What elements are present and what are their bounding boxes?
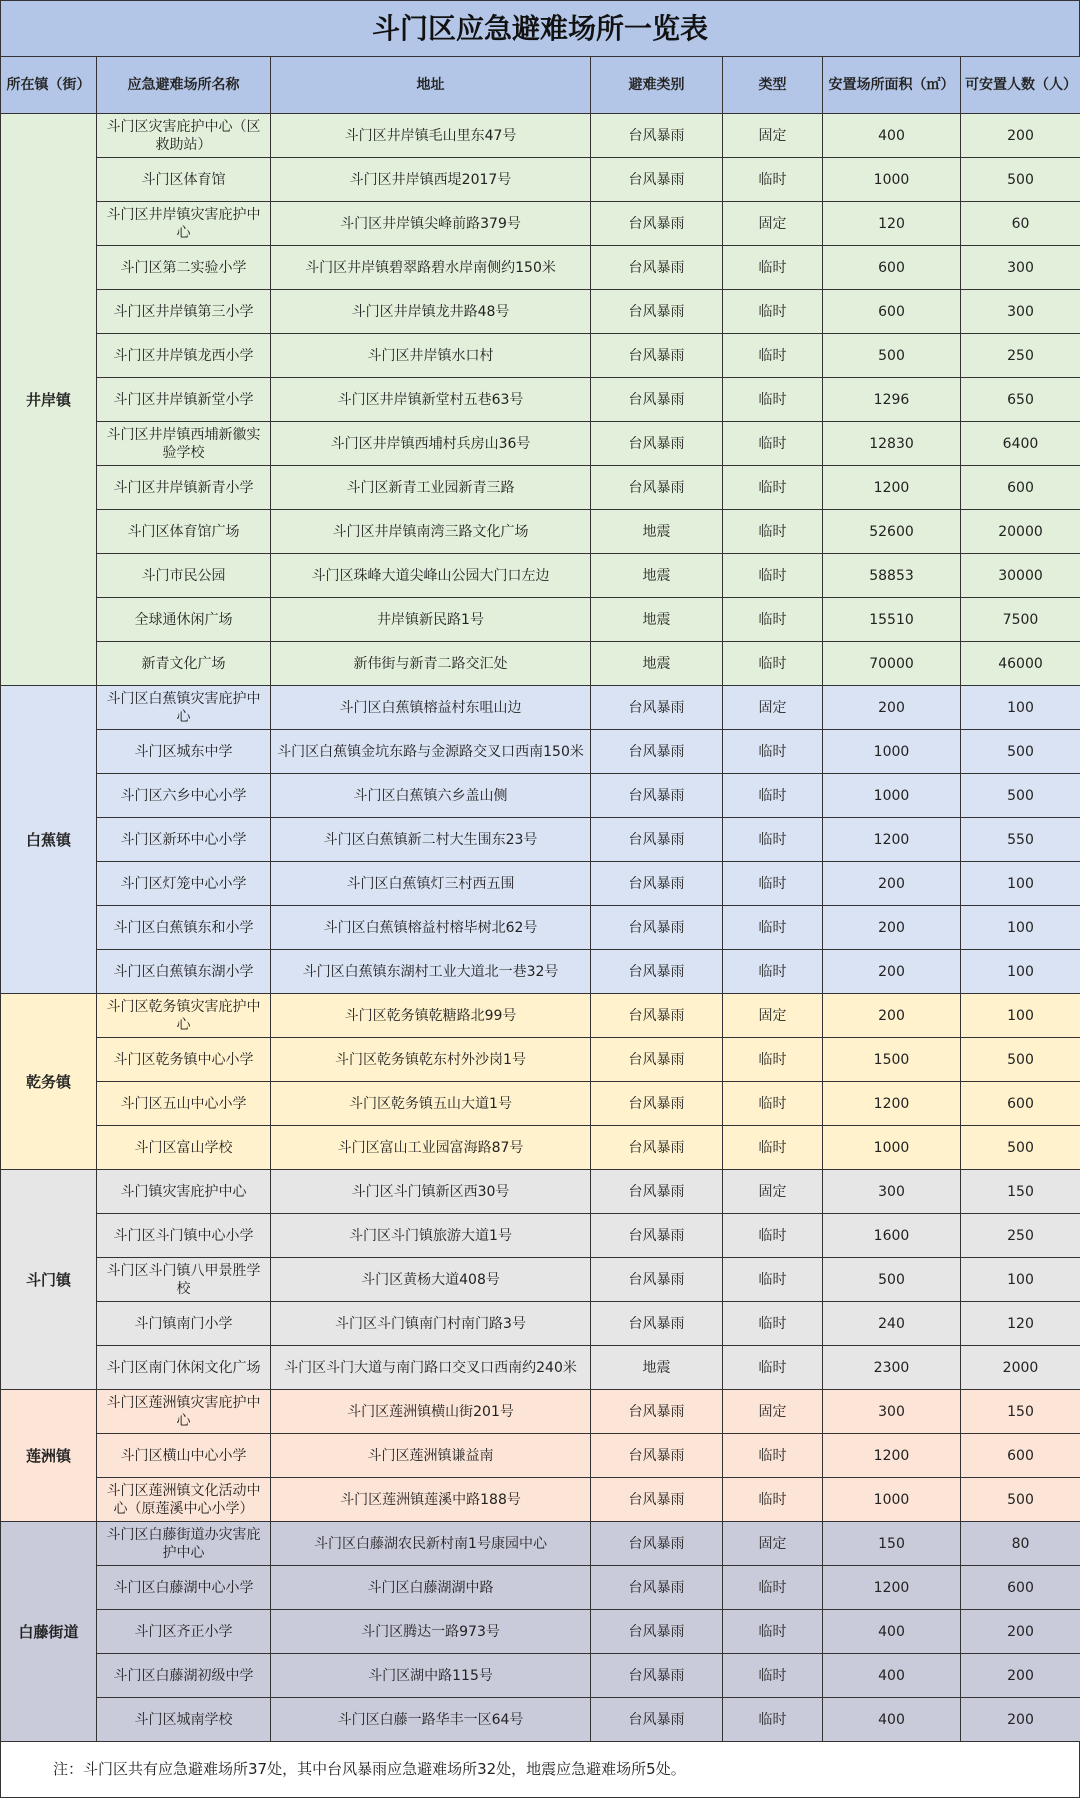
capacity-cell: 500 [961, 730, 1080, 774]
area-cell: 15510 [823, 598, 961, 642]
table-row [1, 202, 1080, 246]
address-cell: 斗门区莲洲镇横山街201号 [271, 1390, 591, 1434]
capacity-cell: 100 [961, 862, 1080, 906]
area-cell: 500 [823, 1258, 961, 1302]
type-cell: 固定 [723, 1522, 823, 1566]
type-cell: 临时 [723, 510, 823, 554]
table-row [1, 1082, 1080, 1126]
capacity-cell: 150 [961, 1170, 1080, 1214]
address-cell: 斗门区白蕉镇灯三村西五围 [271, 862, 591, 906]
area-cell: 1000 [823, 730, 961, 774]
capacity-cell: 200 [961, 1698, 1080, 1742]
table-row [1, 686, 1080, 730]
capacity-cell: 80 [961, 1522, 1080, 1566]
name-cell: 斗门镇灾害庇护中心 [97, 1170, 271, 1214]
name-cell: 斗门区第二实验小学 [97, 246, 271, 290]
header-town: 所在镇（街） [1, 57, 97, 114]
name-cell: 斗门区灾害庇护中心（区救助站） [97, 114, 271, 158]
name-cell: 新青文化广场 [97, 642, 271, 686]
address-cell: 斗门区腾达一路973号 [271, 1610, 591, 1654]
name-cell: 斗门区体育馆广场 [97, 510, 271, 554]
category-cell: 地震 [591, 642, 723, 686]
page-title: 斗门区应急避难场所一览表 [0, 0, 1080, 56]
footnote: 注：斗门区共有应急避难场所37处，其中台风暴雨应急避难场所32处，地震应急避难场所5处。 [0, 1742, 1080, 1798]
area-cell: 1200 [823, 1082, 961, 1126]
address-cell: 斗门区莲洲镇莲溪中路188号 [271, 1478, 591, 1522]
category-cell: 台风暴雨 [591, 730, 723, 774]
area-cell: 1500 [823, 1038, 961, 1082]
name-cell: 斗门区莲洲镇灾害庇护中心 [97, 1390, 271, 1434]
category-cell: 台风暴雨 [591, 1082, 723, 1126]
table-row [1, 818, 1080, 862]
table-row [1, 1522, 1080, 1566]
category-cell: 台风暴雨 [591, 1038, 723, 1082]
capacity-cell: 650 [961, 378, 1080, 422]
table-row [1, 642, 1080, 686]
category-cell: 台风暴雨 [591, 1170, 723, 1214]
type-cell: 临时 [723, 774, 823, 818]
table-row [1, 158, 1080, 202]
area-cell: 1200 [823, 1566, 961, 1610]
address-cell: 斗门区白蕉镇新二村大生围东23号 [271, 818, 591, 862]
address-cell: 斗门区白蕉镇金坑东路与金源路交叉口西南150米 [271, 730, 591, 774]
name-cell: 斗门区体育馆 [97, 158, 271, 202]
address-cell: 斗门区乾务镇五山大道1号 [271, 1082, 591, 1126]
name-cell: 斗门区富山学校 [97, 1126, 271, 1170]
category-cell: 台风暴雨 [591, 422, 723, 466]
capacity-cell: 300 [961, 246, 1080, 290]
table-row [1, 554, 1080, 598]
type-cell: 固定 [723, 202, 823, 246]
table-row [1, 114, 1080, 158]
category-cell: 台风暴雨 [591, 950, 723, 994]
name-cell: 斗门区城南学校 [97, 1698, 271, 1742]
table-row [1, 598, 1080, 642]
table-row [1, 994, 1080, 1038]
type-cell: 临时 [723, 1698, 823, 1742]
capacity-cell: 600 [961, 1082, 1080, 1126]
table-row [1, 1214, 1080, 1258]
table-row [1, 1610, 1080, 1654]
category-cell: 台风暴雨 [591, 202, 723, 246]
address-cell: 斗门区白藤湖农民新村南1号康园中心 [271, 1522, 591, 1566]
capacity-cell: 500 [961, 1478, 1080, 1522]
name-cell: 斗门区六乡中心小学 [97, 774, 271, 818]
name-cell: 斗门区灯笼中心小学 [97, 862, 271, 906]
name-cell: 斗门区白藤湖初级中学 [97, 1654, 271, 1698]
area-cell: 400 [823, 1610, 961, 1654]
capacity-cell: 200 [961, 1610, 1080, 1654]
table-row [1, 1170, 1080, 1214]
capacity-cell: 100 [961, 950, 1080, 994]
header-address: 地址 [271, 57, 591, 114]
area-cell: 2300 [823, 1346, 961, 1390]
table-row [1, 1434, 1080, 1478]
address-cell: 斗门区井岸镇尖峰前路379号 [271, 202, 591, 246]
name-cell: 斗门区井岸镇西埔新徽实验学校 [97, 422, 271, 466]
area-cell: 150 [823, 1522, 961, 1566]
table-row [1, 1566, 1080, 1610]
type-cell: 临时 [723, 1610, 823, 1654]
header-capacity: 可安置人数（人） [961, 57, 1080, 114]
capacity-cell: 20000 [961, 510, 1080, 554]
type-cell: 临时 [723, 246, 823, 290]
capacity-cell: 500 [961, 158, 1080, 202]
area-cell: 1200 [823, 466, 961, 510]
type-cell: 固定 [723, 1170, 823, 1214]
table-row [1, 950, 1080, 994]
address-cell: 斗门区乾务镇乾东村外沙岗1号 [271, 1038, 591, 1082]
area-cell: 240 [823, 1302, 961, 1346]
area-cell: 1200 [823, 818, 961, 862]
address-cell: 斗门区井岸镇毛山里东47号 [271, 114, 591, 158]
type-cell: 临时 [723, 158, 823, 202]
table-row [1, 246, 1080, 290]
capacity-cell: 200 [961, 114, 1080, 158]
address-cell: 斗门区白藤一路华丰一区64号 [271, 1698, 591, 1742]
address-cell: 斗门区珠峰大道尖峰山公园大门口左边 [271, 554, 591, 598]
category-cell: 台风暴雨 [591, 334, 723, 378]
area-cell: 400 [823, 1654, 961, 1698]
type-cell: 临时 [723, 818, 823, 862]
capacity-cell: 500 [961, 1038, 1080, 1082]
category-cell: 台风暴雨 [591, 378, 723, 422]
header-category: 避难类别 [591, 57, 723, 114]
address-cell: 斗门区白藤湖湖中路 [271, 1566, 591, 1610]
table-row [1, 1654, 1080, 1698]
address-cell: 斗门区井岸镇碧翠路碧水岸南侧约150米 [271, 246, 591, 290]
capacity-cell: 100 [961, 686, 1080, 730]
category-cell: 台风暴雨 [591, 158, 723, 202]
address-cell: 斗门区井岸镇西埔村兵房山36号 [271, 422, 591, 466]
area-cell: 600 [823, 290, 961, 334]
capacity-cell: 150 [961, 1390, 1080, 1434]
table-row [1, 334, 1080, 378]
table-row [1, 1258, 1080, 1302]
capacity-cell: 300 [961, 290, 1080, 334]
address-cell: 斗门区斗门镇南门村南门路3号 [271, 1302, 591, 1346]
address-cell: 斗门区斗门镇旅游大道1号 [271, 1214, 591, 1258]
table-row [1, 774, 1080, 818]
category-cell: 台风暴雨 [591, 1654, 723, 1698]
type-cell: 固定 [723, 686, 823, 730]
name-cell: 斗门区齐正小学 [97, 1610, 271, 1654]
header-row [1, 57, 1080, 114]
type-cell: 临时 [723, 466, 823, 510]
type-cell: 临时 [723, 906, 823, 950]
address-cell: 斗门区井岸镇南湾三路文化广场 [271, 510, 591, 554]
area-cell: 500 [823, 334, 961, 378]
address-cell: 斗门区斗门镇新区西30号 [271, 1170, 591, 1214]
area-cell: 1000 [823, 1126, 961, 1170]
category-cell: 台风暴雨 [591, 246, 723, 290]
table-row [1, 906, 1080, 950]
area-cell: 120 [823, 202, 961, 246]
name-cell: 斗门区新环中心小学 [97, 818, 271, 862]
table-row [1, 1698, 1080, 1742]
address-cell: 斗门区富山工业园富海路87号 [271, 1126, 591, 1170]
category-cell: 地震 [591, 1346, 723, 1390]
category-cell: 台风暴雨 [591, 1610, 723, 1654]
type-cell: 临时 [723, 730, 823, 774]
type-cell: 临时 [723, 290, 823, 334]
area-cell: 1000 [823, 774, 961, 818]
name-cell: 斗门区井岸镇第三小学 [97, 290, 271, 334]
name-cell: 斗门区白藤湖中心小学 [97, 1566, 271, 1610]
table-row [1, 1038, 1080, 1082]
type-cell: 临时 [723, 950, 823, 994]
area-cell: 400 [823, 114, 961, 158]
address-cell: 斗门区井岸镇新堂村五巷63号 [271, 378, 591, 422]
name-cell: 斗门区白藤街道办灾害庇护中心 [97, 1522, 271, 1566]
header-area: 安置场所面积（㎡） [823, 57, 961, 114]
category-cell: 地震 [591, 510, 723, 554]
type-cell: 临时 [723, 1126, 823, 1170]
table-row [1, 290, 1080, 334]
address-cell: 斗门区井岸镇水口村 [271, 334, 591, 378]
table-body [1, 114, 1080, 1742]
name-cell: 斗门镇南门小学 [97, 1302, 271, 1346]
capacity-cell: 200 [961, 1654, 1080, 1698]
address-cell: 斗门区白蕉镇榕益村东咀山边 [271, 686, 591, 730]
header-name: 应急避难场所名称 [97, 57, 271, 114]
capacity-cell: 500 [961, 774, 1080, 818]
area-cell: 400 [823, 1698, 961, 1742]
address-cell: 斗门区白蕉镇六乡盖山侧 [271, 774, 591, 818]
name-cell: 斗门市民公园 [97, 554, 271, 598]
type-cell: 临时 [723, 1478, 823, 1522]
address-cell: 斗门区乾务镇乾糖路北99号 [271, 994, 591, 1038]
area-cell: 300 [823, 1170, 961, 1214]
capacity-cell: 550 [961, 818, 1080, 862]
table-row [1, 510, 1080, 554]
table-row [1, 1346, 1080, 1390]
type-cell: 临时 [723, 1302, 823, 1346]
name-cell: 斗门区城东中学 [97, 730, 271, 774]
type-cell: 固定 [723, 994, 823, 1038]
type-cell: 临时 [723, 1082, 823, 1126]
table-row [1, 466, 1080, 510]
type-cell: 临时 [723, 1214, 823, 1258]
type-cell: 固定 [723, 1390, 823, 1434]
area-cell: 1000 [823, 1478, 961, 1522]
area-cell: 200 [823, 994, 961, 1038]
town-cell: 井岸镇 [1, 114, 97, 686]
town-cell: 莲洲镇 [1, 1390, 97, 1522]
table-row [1, 1478, 1080, 1522]
capacity-cell: 100 [961, 906, 1080, 950]
area-cell: 1000 [823, 158, 961, 202]
category-cell: 台风暴雨 [591, 906, 723, 950]
address-cell: 斗门区井岸镇西堤2017号 [271, 158, 591, 202]
category-cell: 台风暴雨 [591, 818, 723, 862]
category-cell: 台风暴雨 [591, 862, 723, 906]
category-cell: 台风暴雨 [591, 1126, 723, 1170]
capacity-cell: 600 [961, 1566, 1080, 1610]
capacity-cell: 600 [961, 466, 1080, 510]
name-cell: 斗门区白蕉镇灾害庇护中心 [97, 686, 271, 730]
name-cell: 斗门区斗门镇八甲景胜学校 [97, 1258, 271, 1302]
capacity-cell: 30000 [961, 554, 1080, 598]
type-cell: 临时 [723, 378, 823, 422]
area-cell: 200 [823, 862, 961, 906]
type-cell: 临时 [723, 642, 823, 686]
name-cell: 斗门区乾务镇中心小学 [97, 1038, 271, 1082]
name-cell: 斗门区井岸镇新青小学 [97, 466, 271, 510]
area-cell: 52600 [823, 510, 961, 554]
capacity-cell: 250 [961, 334, 1080, 378]
category-cell: 台风暴雨 [591, 466, 723, 510]
area-cell: 70000 [823, 642, 961, 686]
table-row [1, 1126, 1080, 1170]
category-cell: 台风暴雨 [591, 1434, 723, 1478]
area-cell: 12830 [823, 422, 961, 466]
category-cell: 地震 [591, 554, 723, 598]
category-cell: 台风暴雨 [591, 1698, 723, 1742]
address-cell: 井岸镇新民路1号 [271, 598, 591, 642]
address-cell: 斗门区莲洲镇谦益南 [271, 1434, 591, 1478]
name-cell: 斗门区乾务镇灾害庇护中心 [97, 994, 271, 1038]
area-cell: 1200 [823, 1434, 961, 1478]
type-cell: 临时 [723, 862, 823, 906]
type-cell: 临时 [723, 1038, 823, 1082]
type-cell: 临时 [723, 1346, 823, 1390]
category-cell: 台风暴雨 [591, 686, 723, 730]
name-cell: 斗门区莲洲镇文化活动中心（原莲溪中心小学） [97, 1478, 271, 1522]
header-type: 类型 [723, 57, 823, 114]
name-cell: 斗门区井岸镇灾害庇护中心 [97, 202, 271, 246]
category-cell: 台风暴雨 [591, 1522, 723, 1566]
address-cell: 斗门区新青工业园新青三路 [271, 466, 591, 510]
category-cell: 台风暴雨 [591, 1302, 723, 1346]
address-cell: 斗门区斗门大道与南门路口交叉口西南约240米 [271, 1346, 591, 1390]
category-cell: 台风暴雨 [591, 1566, 723, 1610]
town-cell: 白藤街道 [1, 1522, 97, 1742]
town-cell: 乾务镇 [1, 994, 97, 1170]
capacity-cell: 2000 [961, 1346, 1080, 1390]
type-cell: 临时 [723, 1566, 823, 1610]
capacity-cell: 6400 [961, 422, 1080, 466]
capacity-cell: 7500 [961, 598, 1080, 642]
name-cell: 斗门区白蕉镇东湖小学 [97, 950, 271, 994]
name-cell: 斗门区南门休闲文化广场 [97, 1346, 271, 1390]
category-cell: 台风暴雨 [591, 1478, 723, 1522]
capacity-cell: 100 [961, 994, 1080, 1038]
address-cell: 斗门区黄杨大道408号 [271, 1258, 591, 1302]
table-row [1, 730, 1080, 774]
category-cell: 台风暴雨 [591, 290, 723, 334]
name-cell: 斗门区白蕉镇东和小学 [97, 906, 271, 950]
category-cell: 台风暴雨 [591, 1214, 723, 1258]
name-cell: 全球通休闲广场 [97, 598, 271, 642]
capacity-cell: 600 [961, 1434, 1080, 1478]
name-cell: 斗门区五山中心小学 [97, 1082, 271, 1126]
shelter-table [0, 56, 1080, 1742]
type-cell: 临时 [723, 1434, 823, 1478]
address-cell: 斗门区湖中路115号 [271, 1654, 591, 1698]
area-cell: 200 [823, 906, 961, 950]
table-row [1, 1390, 1080, 1434]
table-row [1, 378, 1080, 422]
category-cell: 台风暴雨 [591, 1390, 723, 1434]
category-cell: 台风暴雨 [591, 1258, 723, 1302]
address-cell: 斗门区井岸镇龙井路48号 [271, 290, 591, 334]
table-row [1, 1302, 1080, 1346]
capacity-cell: 60 [961, 202, 1080, 246]
area-cell: 600 [823, 246, 961, 290]
type-cell: 固定 [723, 114, 823, 158]
town-cell: 白蕉镇 [1, 686, 97, 994]
type-cell: 临时 [723, 422, 823, 466]
area-cell: 1600 [823, 1214, 961, 1258]
capacity-cell: 500 [961, 1126, 1080, 1170]
category-cell: 台风暴雨 [591, 114, 723, 158]
name-cell: 斗门区斗门镇中心小学 [97, 1214, 271, 1258]
type-cell: 临时 [723, 1654, 823, 1698]
name-cell: 斗门区井岸镇新堂小学 [97, 378, 271, 422]
capacity-cell: 120 [961, 1302, 1080, 1346]
type-cell: 临时 [723, 334, 823, 378]
type-cell: 临时 [723, 598, 823, 642]
address-cell: 新伟街与新青二路交汇处 [271, 642, 591, 686]
type-cell: 临时 [723, 1258, 823, 1302]
area-cell: 58853 [823, 554, 961, 598]
address-cell: 斗门区白蕉镇东湖村工业大道北一巷32号 [271, 950, 591, 994]
category-cell: 地震 [591, 598, 723, 642]
capacity-cell: 100 [961, 1258, 1080, 1302]
capacity-cell: 46000 [961, 642, 1080, 686]
capacity-cell: 250 [961, 1214, 1080, 1258]
type-cell: 临时 [723, 554, 823, 598]
address-cell: 斗门区白蕉镇榕益村榕毕树北62号 [271, 906, 591, 950]
category-cell: 台风暴雨 [591, 774, 723, 818]
name-cell: 斗门区横山中心小学 [97, 1434, 271, 1478]
table-row [1, 422, 1080, 466]
category-cell: 台风暴雨 [591, 994, 723, 1038]
area-cell: 200 [823, 950, 961, 994]
area-cell: 200 [823, 686, 961, 730]
table-row [1, 862, 1080, 906]
name-cell: 斗门区井岸镇龙西小学 [97, 334, 271, 378]
area-cell: 1296 [823, 378, 961, 422]
town-cell: 斗门镇 [1, 1170, 97, 1390]
area-cell: 300 [823, 1390, 961, 1434]
